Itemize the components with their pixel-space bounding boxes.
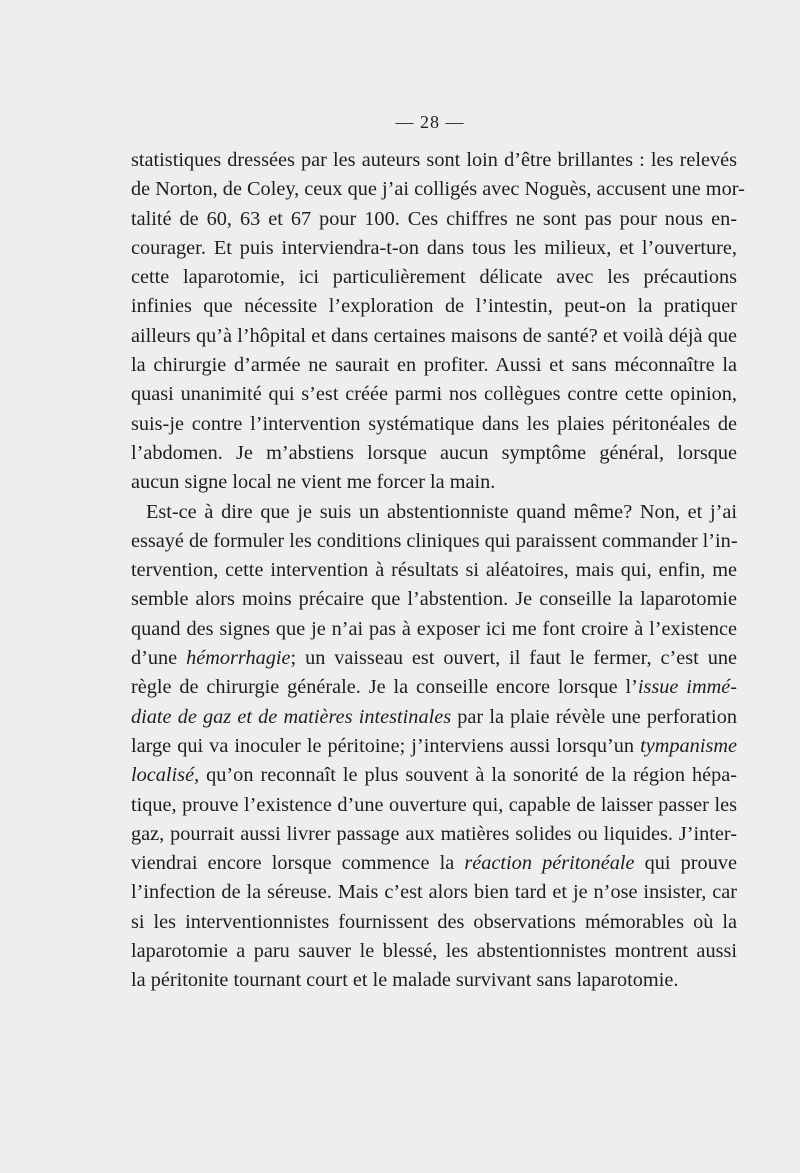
line-text: talité de 60, 63 et 67 pour 100. Ces chiffres ne sont pas pour nous en- [131,207,737,230]
line-text: courager. Et puis interviendra-t-on dans tous les milieux, et l’ouverture, [131,236,737,259]
text-line [131,351,737,380]
line-text: gaz, pourrait aussi livrer passage aux matières solides ou liquides. J’inter- [131,822,737,845]
text-line [131,175,745,204]
text-line [131,439,737,468]
text-line [131,263,737,292]
text-line [131,937,737,966]
line-text: ailleurs qu’à l’hôpital et dans certaines maisons de santé? et voilà déjà que [131,324,737,347]
line-text: infinies que nécessite l’exploration de l’intestin, peut-on la pratiquer [131,295,737,318]
line-text: la chirurgie d’armée ne saurait en profiter. Aussi et sans méconnaître la [131,354,737,377]
line-text: laparotomie a paru sauver le blessé, les abstentionnistes montrent aussi [131,940,737,963]
line-text: d’une [131,647,187,670]
text-line [131,878,737,907]
line-text: viendrai encore lorsque commence la [131,852,465,875]
text-line [131,966,737,995]
line-text: ; un vaisseau est ouvert, il faut le fermer, c’est une [290,647,737,670]
line-text: suis-je contre l’intervention systématique dans les plaies péritonéales de [131,412,737,435]
text-line [131,292,737,321]
text-line [131,322,737,351]
line-text: la péritonite tournant court et le malade survivant sans laparotomie. [131,969,679,992]
text-line [131,585,737,614]
line-text: tique, prouve l’existence d’une ouverture qui, capable de laisser passer les [131,793,737,816]
text-line [131,410,737,439]
text-line [131,820,737,849]
line-text: quand des signes que je n’ai pas à exposer ici me font croire à l’existence [131,617,737,640]
italic-term: réaction péritonéale [464,852,635,875]
text-line [131,615,737,644]
line-text: cette laparotomie, ici particulièrement délicate avec les précautions [131,266,737,289]
line-text: tervention, cette intervention à résultats si aléatoires, mais qui, enfin, me [131,559,737,582]
text-line [131,849,737,878]
line-text: par la plaie révèle une perforation [451,705,737,728]
line-text: qui prouve [634,852,737,875]
line-text: statistiques dressées par les auteurs sont loin d’être brillantes : les relevés [131,149,737,171]
line-text: de Norton, de Coley, ceux que j’ai colligés avec Noguès, accusent une mor- [131,178,745,201]
text-line [131,468,737,497]
text-line [131,205,737,234]
line-text: si les interventionnistes fournissent des observations mémorables où la [131,910,737,933]
text-line [131,644,737,673]
italic-term: hémorrhagie [186,647,291,670]
text-line [131,732,737,761]
line-text: qu’on reconnaît le plus souvent à la sonorité de la région hépa- [199,764,737,787]
body-text [131,146,745,996]
text-line [131,146,737,175]
line-text: quasi unanimité qui s’est créée parmi nos collègues contre cette opinion, [131,383,737,406]
text-line [131,673,737,702]
text-line [131,380,737,409]
line-text: Est-ce à dire que je suis un abstentionniste quand même? Non, et j’ai [146,500,737,523]
line-text: aucun signe local ne vient me forcer la main. [131,471,496,494]
italic-term: diate de gaz et de matières intestinales [131,705,452,728]
text-line [131,234,737,263]
text-line [131,761,737,790]
text-line [131,556,737,585]
text-line [131,791,737,820]
italic-term: localisé, [131,764,200,787]
page-number: — 28 — [395,112,465,132]
line-text: essayé de formuler les conditions cliniques qui paraissent commander l’in- [131,529,738,552]
italic-term: tympanisme [640,734,737,757]
line-text: règle de chirurgie générale. Je la conseille encore lorsque l’ [131,676,638,699]
text-line [131,527,737,556]
text-line [131,908,737,937]
italic-term: issue immé- [637,676,737,699]
line-text: semble alors moins précaire que l’abstention. Je conseille la laparotomie [131,588,737,611]
line-text: l’abdomen. Je m’abstiens lorsque aucun symptôme général, lorsque [131,441,737,464]
text-line [131,703,737,732]
line-text: l’infection de la séreuse. Mais c’est alors bien tard et je n’ose insister, car [131,881,737,904]
line-text: large qui va inoculer le péritoine; j’interviens aussi lorsqu’un [131,734,641,757]
text-line [131,498,737,527]
